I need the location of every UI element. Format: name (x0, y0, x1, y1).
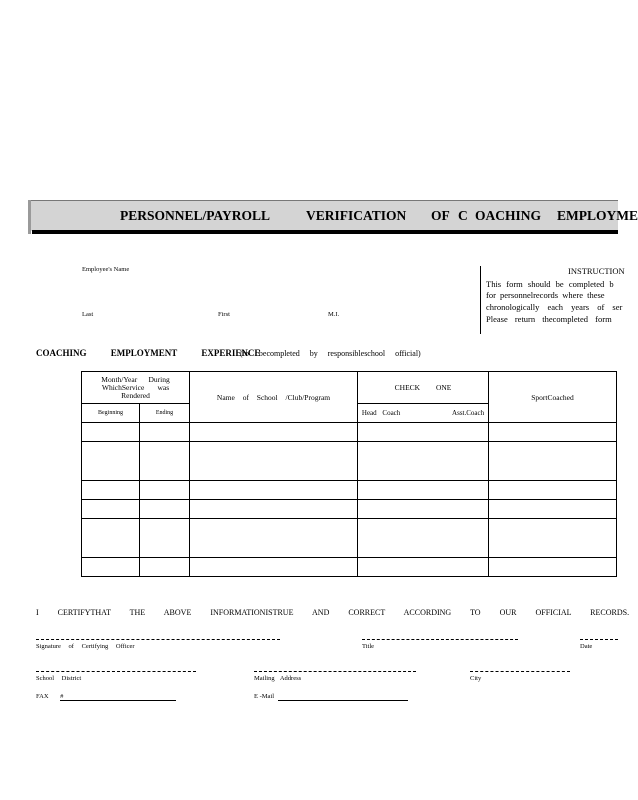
rendered-text: Rendered (121, 390, 150, 400)
instructions-line-1: This form should be completed b (486, 279, 614, 289)
head-coach-label: Head Coach (361, 409, 401, 417)
which-service-text: WhichService (101, 382, 145, 392)
table-row (82, 558, 617, 577)
table-row (82, 500, 617, 519)
banner-shadow (32, 230, 618, 234)
title-word-verification: VERIFICATION (306, 208, 407, 223)
asst-coach-label: Asst.Coach (452, 409, 485, 417)
date-line (580, 639, 618, 640)
last-name-label: Last (82, 311, 94, 318)
district-label: School District (36, 675, 82, 682)
banner-edge (28, 200, 31, 234)
address-label: Mailing Address (254, 675, 302, 682)
certification-statement: I CERTIFYTHAT THE ABOVE INFORMATIONISTRUE AND CORRECT ACCORDING TO OUR OFFICIAL RECORDS. (36, 608, 630, 617)
instructions-line-2: for personnelrecords where these (486, 290, 605, 300)
email-label: E -Mail (254, 693, 275, 700)
table-row (82, 519, 617, 558)
email-line (278, 700, 408, 701)
ending-header: Ending (140, 404, 190, 423)
month-year-text: Month/Year (101, 374, 138, 384)
coach-type-header (358, 404, 489, 423)
address-line (254, 671, 416, 672)
middle-initial-label: M.I. (328, 311, 340, 318)
employee-name-label: Employee's Name (82, 266, 130, 273)
signature-label: Signature of Certifying Officer (36, 643, 135, 650)
city-line (470, 671, 570, 672)
section-heading: COACHING EMPLOYMENT EXPERIENCE (36, 348, 261, 358)
city-label: City (470, 675, 482, 682)
first-name-label: First (218, 311, 230, 318)
sport-header: SportCoached (489, 372, 617, 423)
date-label: Date (580, 643, 593, 650)
table-row (82, 481, 617, 500)
employment-table (81, 371, 617, 577)
section-note: (to becompleted by responsibleschool official) (240, 349, 421, 358)
title-line (362, 639, 518, 640)
title-word-employment: EMPLOYME (557, 208, 638, 223)
district-line (36, 671, 196, 672)
title-label: Title (362, 643, 375, 650)
was-text: was (157, 382, 170, 392)
school-header: Name of School /Club/Program (190, 372, 358, 423)
title-word-of: OF (431, 208, 450, 223)
instructions-divider (480, 266, 481, 334)
instructions-title: INSTRUCTION (568, 266, 625, 276)
fax-label: FAX # (36, 693, 64, 700)
fax-line (60, 700, 176, 701)
table-row (82, 423, 617, 442)
signature-line (36, 639, 280, 640)
beginning-header: Beginning (82, 404, 140, 423)
title-word-personnel: PERSONNEL/PAYROLL (120, 208, 271, 223)
instructions-line-4: Please return thecompleted form (486, 314, 612, 324)
table-row (82, 442, 617, 481)
check-one-header: CHECK ONE (358, 372, 489, 404)
title-word-c: C (458, 208, 468, 223)
during-text: During (148, 374, 170, 384)
month-year-header (82, 372, 190, 404)
instructions-line-3: chronologically each years of ser (486, 302, 623, 312)
title-word-oaching: OACHING (475, 208, 542, 223)
